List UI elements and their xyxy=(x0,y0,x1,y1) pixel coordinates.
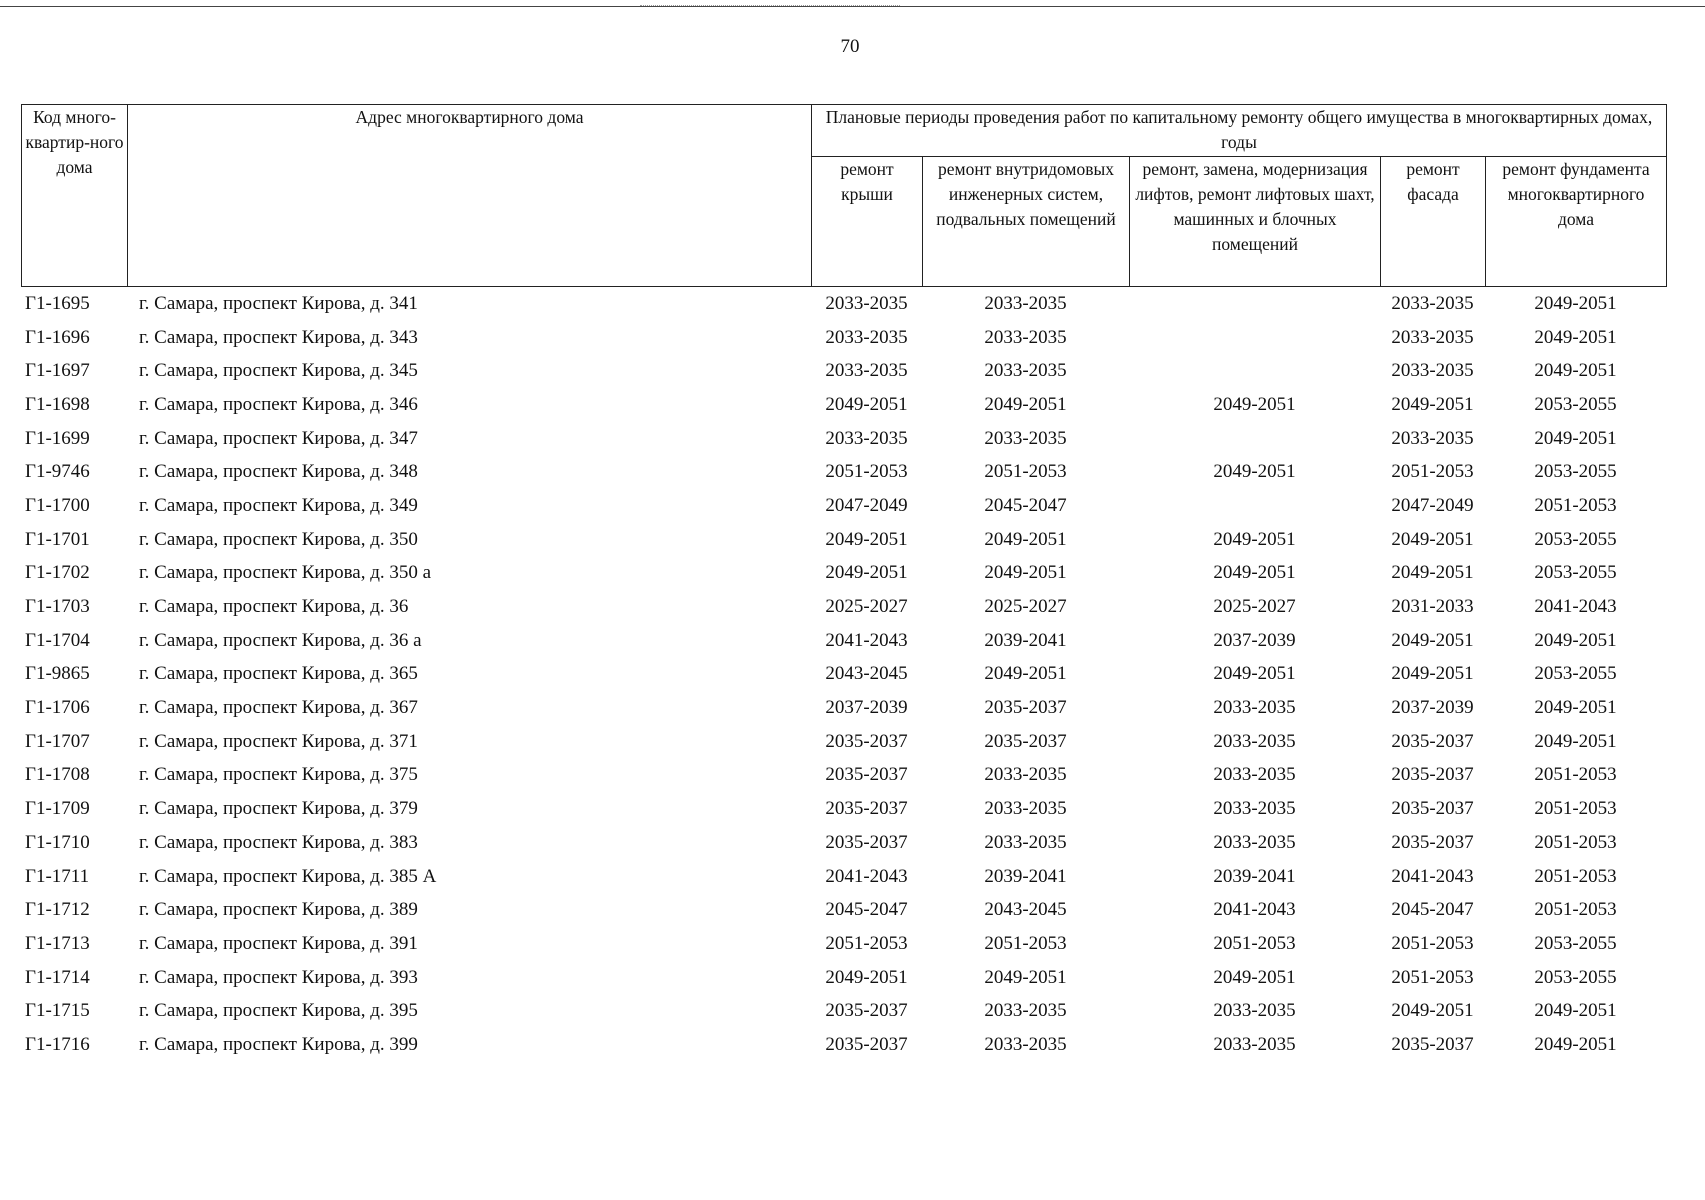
cell-foundation: 2049-2051 xyxy=(1534,360,1617,382)
cell-code: Г1-1697 xyxy=(25,360,90,382)
cell-code: Г1-1709 xyxy=(25,798,90,820)
cell-address: г. Самара, проспект Кирова, д. 395 xyxy=(139,1000,418,1022)
cell-facade: 2051-2053 xyxy=(1391,932,1474,954)
cell-facade: 2037-2039 xyxy=(1391,697,1474,719)
table-row xyxy=(21,422,1666,456)
cell-foundation: 2049-2051 xyxy=(1534,292,1617,314)
cell-engineering: 2049-2051 xyxy=(984,663,1067,685)
cell-engineering: 2033-2035 xyxy=(984,831,1067,853)
cell-address: г. Самара, проспект Кирова, д. 345 xyxy=(139,360,418,382)
cell-code: Г1-1712 xyxy=(25,899,90,921)
cell-address: г. Самара, проспект Кирова, д. 36 а xyxy=(139,629,422,651)
header-foundation: ремонт фундамента многоквартирного дома xyxy=(1486,157,1667,287)
cell-roof: 2035-2037 xyxy=(825,831,908,853)
cell-elevators: 2037-2039 xyxy=(1213,629,1296,651)
cell-elevators xyxy=(1129,489,1380,523)
cell-facade: 2041-2043 xyxy=(1391,865,1474,887)
cell-engineering: 2043-2045 xyxy=(984,899,1067,921)
header-code: Код много-квартир-ного дома xyxy=(22,105,128,287)
scan-border-line xyxy=(0,6,1705,7)
table-row xyxy=(21,321,1666,355)
cell-roof: 2047-2049 xyxy=(825,494,908,516)
cell-foundation: 2053-2055 xyxy=(1534,663,1617,685)
cell-facade: 2033-2035 xyxy=(1391,326,1474,348)
cell-code: Г1-1696 xyxy=(25,326,90,348)
cell-foundation: 2051-2053 xyxy=(1534,899,1617,921)
table-row xyxy=(21,759,1666,793)
cell-address: г. Самара, проспект Кирова, д. 347 xyxy=(139,427,418,449)
cell-foundation: 2049-2051 xyxy=(1534,730,1617,752)
cell-engineering: 2025-2027 xyxy=(984,596,1067,618)
cell-code: Г1-1703 xyxy=(25,596,90,618)
cell-roof: 2035-2037 xyxy=(825,1000,908,1022)
cell-elevators xyxy=(1129,321,1380,355)
cell-facade: 2045-2047 xyxy=(1391,899,1474,921)
cell-engineering: 2035-2037 xyxy=(984,730,1067,752)
cell-code: Г1-1710 xyxy=(25,831,90,853)
page-number: 70 xyxy=(840,36,860,57)
cell-address: г. Самара, проспект Кирова, д. 36 xyxy=(139,596,409,618)
cell-roof: 2051-2053 xyxy=(825,461,908,483)
cell-address: г. Самара, проспект Кирова, д. 383 xyxy=(139,831,418,853)
cell-address: г. Самара, проспект Кирова, д. 379 xyxy=(139,798,418,820)
cell-code: Г1-1695 xyxy=(25,292,90,314)
cell-foundation: 2051-2053 xyxy=(1534,831,1617,853)
cell-engineering: 2033-2035 xyxy=(984,798,1067,820)
table-row xyxy=(21,893,1666,927)
cell-code: Г1-1713 xyxy=(25,932,90,954)
cell-address: г. Самара, проспект Кирова, д. 399 xyxy=(139,1033,418,1055)
table-row xyxy=(21,691,1666,725)
cell-code: Г1-1716 xyxy=(25,1033,90,1055)
cell-roof: 2041-2043 xyxy=(825,629,908,651)
cell-code: Г1-1701 xyxy=(25,528,90,550)
cell-roof: 2035-2037 xyxy=(825,730,908,752)
cell-engineering: 2049-2051 xyxy=(984,966,1067,988)
cell-foundation: 2049-2051 xyxy=(1534,697,1617,719)
cell-elevators: 2033-2035 xyxy=(1213,1033,1296,1055)
cell-engineering: 2045-2047 xyxy=(984,494,1067,516)
cell-foundation: 2053-2055 xyxy=(1534,966,1617,988)
cell-facade: 2035-2037 xyxy=(1391,730,1474,752)
cell-engineering: 2039-2041 xyxy=(984,629,1067,651)
cell-elevators: 2049-2051 xyxy=(1213,966,1296,988)
table-row xyxy=(21,489,1666,523)
cell-engineering: 2033-2035 xyxy=(984,1033,1067,1055)
cell-roof: 2049-2051 xyxy=(825,966,908,988)
cell-roof: 2045-2047 xyxy=(825,899,908,921)
cell-roof: 2025-2027 xyxy=(825,596,908,618)
table-row xyxy=(21,826,1666,860)
cell-roof: 2041-2043 xyxy=(825,865,908,887)
cell-facade: 2047-2049 xyxy=(1391,494,1474,516)
cell-code: Г1-1698 xyxy=(25,393,90,415)
cell-facade: 2035-2037 xyxy=(1391,798,1474,820)
cell-address: г. Самара, проспект Кирова, д. 349 xyxy=(139,494,418,516)
cell-code: Г1-1699 xyxy=(25,427,90,449)
header-roof: ремонт крыши xyxy=(812,157,923,287)
cell-elevators: 2049-2051 xyxy=(1213,393,1296,415)
cell-facade: 2033-2035 xyxy=(1391,427,1474,449)
cell-engineering: 2051-2053 xyxy=(984,461,1067,483)
header-engineering: ремонт внутридомовых инженерных систем, подвальных помещений xyxy=(923,157,1130,287)
cell-address: г. Самара, проспект Кирова, д. 350 а xyxy=(139,562,432,584)
cell-foundation: 2051-2053 xyxy=(1534,865,1617,887)
cell-facade: 2049-2051 xyxy=(1391,393,1474,415)
cell-engineering: 2033-2035 xyxy=(984,292,1067,314)
table-row xyxy=(21,1028,1666,1062)
cell-facade: 2049-2051 xyxy=(1391,629,1474,651)
table-row xyxy=(21,287,1666,321)
cell-code: Г1-9746 xyxy=(25,461,90,483)
cell-address: г. Самара, проспект Кирова, д. 385 А xyxy=(139,865,437,887)
cell-engineering: 2033-2035 xyxy=(984,764,1067,786)
cell-elevators: 2039-2041 xyxy=(1213,865,1296,887)
cell-address: г. Самара, проспект Кирова, д. 343 xyxy=(139,326,418,348)
cell-facade: 2051-2053 xyxy=(1391,461,1474,483)
cell-roof: 2049-2051 xyxy=(825,562,908,584)
table-header xyxy=(21,104,1667,287)
cell-elevators: 2033-2035 xyxy=(1213,764,1296,786)
table-row xyxy=(21,523,1666,557)
cell-elevators: 2033-2035 xyxy=(1213,831,1296,853)
cell-foundation: 2053-2055 xyxy=(1534,932,1617,954)
cell-facade: 2049-2051 xyxy=(1391,562,1474,584)
table-row xyxy=(21,994,1666,1028)
cell-roof: 2043-2045 xyxy=(825,663,908,685)
cell-facade: 2031-2033 xyxy=(1391,596,1474,618)
cell-elevators: 2049-2051 xyxy=(1213,663,1296,685)
cell-roof: 2035-2037 xyxy=(825,764,908,786)
cell-elevators xyxy=(1129,287,1380,321)
cell-elevators: 2033-2035 xyxy=(1213,697,1296,719)
cell-engineering: 2033-2035 xyxy=(984,1000,1067,1022)
table-row xyxy=(21,624,1666,658)
cell-elevators xyxy=(1129,354,1380,388)
cell-facade: 2035-2037 xyxy=(1391,764,1474,786)
cell-address: г. Самара, проспект Кирова, д. 375 xyxy=(139,764,418,786)
cell-roof: 2033-2035 xyxy=(825,292,908,314)
cell-code: Г1-1707 xyxy=(25,730,90,752)
cell-engineering: 2051-2053 xyxy=(984,932,1067,954)
cell-code: Г1-1714 xyxy=(25,966,90,988)
cell-code: Г1-9865 xyxy=(25,663,90,685)
cell-elevators: 2041-2043 xyxy=(1213,899,1296,921)
cell-address: г. Самара, проспект Кирова, д. 348 xyxy=(139,461,418,483)
cell-facade: 2049-2051 xyxy=(1391,663,1474,685)
cell-foundation: 2041-2043 xyxy=(1534,596,1617,618)
cell-address: г. Самара, проспект Кирова, д. 393 xyxy=(139,966,418,988)
cell-engineering: 2049-2051 xyxy=(984,393,1067,415)
cell-engineering: 2033-2035 xyxy=(984,360,1067,382)
cell-foundation: 2053-2055 xyxy=(1534,393,1617,415)
cell-foundation: 2053-2055 xyxy=(1534,562,1617,584)
cell-foundation: 2051-2053 xyxy=(1534,764,1617,786)
cell-facade: 2049-2051 xyxy=(1391,528,1474,550)
cell-elevators: 2033-2035 xyxy=(1213,730,1296,752)
cell-address: г. Самара, проспект Кирова, д. 350 xyxy=(139,528,418,550)
cell-engineering: 2033-2035 xyxy=(984,427,1067,449)
cell-roof: 2033-2035 xyxy=(825,427,908,449)
table-row xyxy=(21,354,1666,388)
header-facade: ремонт фасада xyxy=(1381,157,1486,287)
cell-foundation: 2049-2051 xyxy=(1534,629,1617,651)
cell-elevators: 2049-2051 xyxy=(1213,562,1296,584)
table-row xyxy=(21,455,1666,489)
header-elevators: ремонт, замена, модернизация лифтов, ремонт лифтовых шахт, машинных и блочных помещений xyxy=(1130,157,1381,287)
header-address: Адрес многоквартирного дома xyxy=(128,105,812,287)
cell-address: г. Самара, проспект Кирова, д. 367 xyxy=(139,697,418,719)
cell-elevators: 2051-2053 xyxy=(1213,932,1296,954)
cell-roof: 2037-2039 xyxy=(825,697,908,719)
cell-code: Г1-1700 xyxy=(25,494,90,516)
cell-elevators xyxy=(1129,422,1380,456)
cell-address: г. Самара, проспект Кирова, д. 391 xyxy=(139,932,418,954)
cell-foundation: 2049-2051 xyxy=(1534,1033,1617,1055)
cell-facade: 2049-2051 xyxy=(1391,1000,1474,1022)
cell-foundation: 2053-2055 xyxy=(1534,461,1617,483)
table-row xyxy=(21,725,1666,759)
cell-facade: 2033-2035 xyxy=(1391,292,1474,314)
table-row xyxy=(21,927,1666,961)
table-row xyxy=(21,961,1666,995)
cell-code: Г1-1711 xyxy=(25,865,90,887)
table-row xyxy=(21,792,1666,826)
cell-foundation: 2049-2051 xyxy=(1534,326,1617,348)
scan-artifact-line xyxy=(640,5,900,6)
cell-address: г. Самара, проспект Кирова, д. 365 xyxy=(139,663,418,685)
cell-elevators: 2049-2051 xyxy=(1213,528,1296,550)
cell-roof: 2033-2035 xyxy=(825,360,908,382)
cell-engineering: 2049-2051 xyxy=(984,562,1067,584)
cell-facade: 2035-2037 xyxy=(1391,831,1474,853)
cell-engineering: 2035-2037 xyxy=(984,697,1067,719)
cell-address: г. Самара, проспект Кирова, д. 346 xyxy=(139,393,418,415)
cell-code: Г1-1708 xyxy=(25,764,90,786)
cell-address: г. Самара, проспект Кирова, д. 371 xyxy=(139,730,418,752)
cell-code: Г1-1702 xyxy=(25,562,90,584)
cell-foundation: 2049-2051 xyxy=(1534,1000,1617,1022)
cell-code: Г1-1706 xyxy=(25,697,90,719)
table-row xyxy=(21,658,1666,692)
table-row xyxy=(21,388,1666,422)
cell-code: Г1-1715 xyxy=(25,1000,90,1022)
cell-foundation: 2053-2055 xyxy=(1534,528,1617,550)
table-row xyxy=(21,557,1666,591)
cell-address: г. Самара, проспект Кирова, д. 341 xyxy=(139,292,418,314)
cell-elevators: 2049-2051 xyxy=(1213,461,1296,483)
cell-roof: 2035-2037 xyxy=(825,798,908,820)
table-body xyxy=(21,287,1666,1062)
cell-foundation: 2051-2053 xyxy=(1534,494,1617,516)
header-periods-title: Плановые периоды проведения работ по капитальному ремонту общего имущества в многоквартирных домах, годы xyxy=(812,105,1667,157)
table-row xyxy=(21,860,1666,894)
cell-elevators: 2033-2035 xyxy=(1213,798,1296,820)
cell-foundation: 2049-2051 xyxy=(1534,427,1617,449)
cell-facade: 2035-2037 xyxy=(1391,1033,1474,1055)
cell-code: Г1-1704 xyxy=(25,629,90,651)
cell-roof: 2049-2051 xyxy=(825,528,908,550)
cell-roof: 2051-2053 xyxy=(825,932,908,954)
cell-roof: 2035-2037 xyxy=(825,1033,908,1055)
cell-engineering: 2049-2051 xyxy=(984,528,1067,550)
cell-engineering: 2039-2041 xyxy=(984,865,1067,887)
table-row xyxy=(21,590,1666,624)
cell-roof: 2049-2051 xyxy=(825,393,908,415)
cell-facade: 2033-2035 xyxy=(1391,360,1474,382)
cell-engineering: 2033-2035 xyxy=(984,326,1067,348)
cell-address: г. Самара, проспект Кирова, д. 389 xyxy=(139,899,418,921)
cell-foundation: 2051-2053 xyxy=(1534,798,1617,820)
cell-facade: 2051-2053 xyxy=(1391,966,1474,988)
cell-elevators: 2033-2035 xyxy=(1213,1000,1296,1022)
cell-elevators: 2025-2027 xyxy=(1213,596,1296,618)
cell-roof: 2033-2035 xyxy=(825,326,908,348)
